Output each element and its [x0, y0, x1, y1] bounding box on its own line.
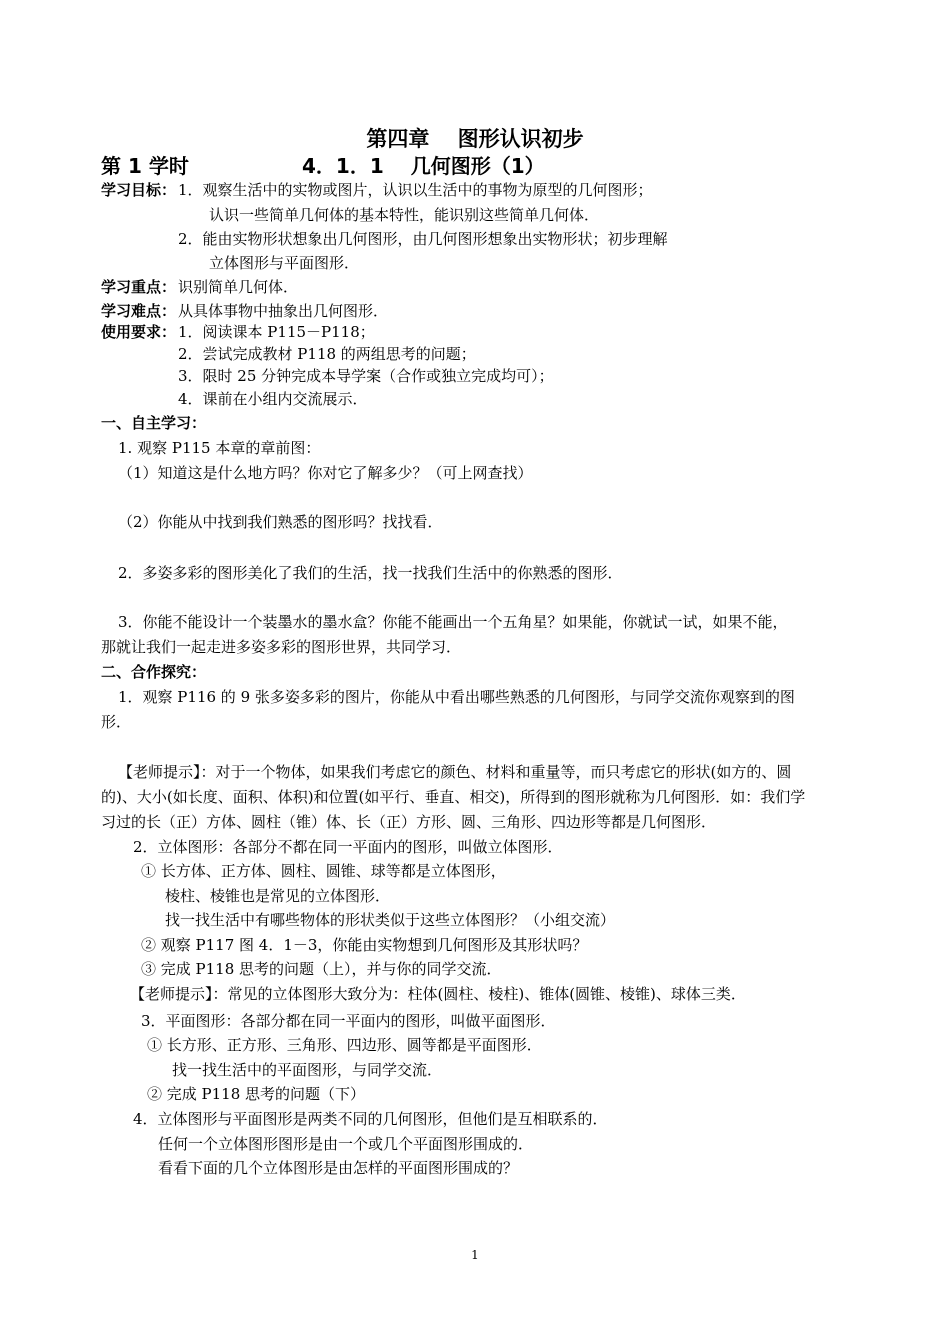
section2-heading: 二、合作探究：	[101, 663, 207, 681]
section2-item: ② 观察 P117 图 4．1－3，你能由实物想到几何图形及其形状吗？	[141, 936, 588, 954]
section2-paragraph: 1．观察 P116 的 9 张多姿多彩的图片，你能从中看出哪些熟悉的几何图形，与同学交流你观察到的图	[118, 688, 795, 706]
section1-question: 1. 观察 P115 本章的章前图：	[118, 439, 321, 457]
teacher-tip: 的)、大小(如长度、面积、体积)和位置(如平行、垂直、相交)，所得到的图形就称为几何图形．如：我们学	[101, 788, 806, 806]
section2-item: 看看下面的几个立体图形是由怎样的平面图形围成的？	[158, 1159, 519, 1177]
chapter-title: 第四章 图形认识初步	[366, 127, 584, 151]
objective-line: 1．观察生活中的实物或图片，认识以生活中的事物为原型的几何图形；	[178, 181, 653, 199]
objective-line: 认识一些简单几何体的基本特性，能识别这些简单几何体．	[209, 206, 600, 224]
teacher-tip: 【老师提示】：对于一个物体，如果我们考虑它的颜色、材料和重量等，而只考虑它的形状(如方的、圆	[118, 763, 792, 781]
section2-paragraph: 形．	[101, 713, 132, 731]
section2-item: ① 长方体、正方体、圆柱、圆锥、球等都是立体图形，	[141, 862, 506, 880]
requirement-line: 4．课前在小组内交流展示．	[178, 390, 368, 408]
section1-question: （2）你能从中找到我们熟悉的图形吗？找找看．	[118, 513, 443, 531]
section1-question: （1）知道这是什么地方吗？你对它了解多少？（可上网查找）	[118, 464, 533, 482]
section2-paragraph: 3．平面图形：各部分都在同一平面内的图形，叫做平面图形．	[141, 1012, 556, 1030]
page-number: 1	[471, 1248, 479, 1262]
lesson-label: 第 1 学时	[101, 154, 189, 178]
difficulty-label: 学习难点：	[101, 302, 177, 320]
section1-heading: 一、自主学习：	[101, 414, 207, 432]
section1-question: 2．多姿多彩的图形美化了我们的生活，找一找我们生活中的你熟悉的图形．	[118, 564, 623, 582]
section1-question: 3．你能不能设计一个装墨水的墨水盒？你能不能画出一个五角星？如果能，你就试一试，如果不能，	[118, 613, 788, 631]
key-point-text: 识别简单几何体．	[178, 278, 299, 296]
difficulty-text: 从具体事物中抽象出几何图形．	[178, 302, 389, 320]
section2-item: 找一找生活中的平面图形，与同学交流．	[172, 1061, 443, 1079]
requirement-line: 3．限时 25 分钟完成本导学案（合作或独立完成均可）；	[178, 367, 554, 385]
section2-item: 找一找生活中有哪些物体的形状类似于这些立体图形？（小组交流）	[165, 911, 616, 929]
section2-paragraph: 2．立体图形：各部分不都在同一平面内的图形，叫做立体图形．	[133, 838, 563, 856]
requirement-line: 2．尝试完成教材 P118 的两组思考的问题；	[178, 345, 476, 363]
section2-paragraph: 4．立体图形与平面图形是两类不同的几何图形，但他们是互相联系的．	[133, 1110, 608, 1128]
teacher-tip: 【老师提示】：常见的立体图形大致分为：柱体(圆柱、棱柱)、锥体(圆锥、棱锥)、球体三类．	[130, 985, 746, 1003]
objective-line: 立体图形与平面图形．	[209, 254, 360, 272]
section2-item: ③ 完成 P118 思考的问题（上），并与你的同学交流．	[141, 960, 502, 978]
section2-item: ① 长方形、正方形、三角形、四边形、圆等都是平面图形．	[147, 1036, 542, 1054]
section1-question: 那就让我们一起走进多姿多彩的图形世界，共同学习．	[101, 638, 462, 656]
teacher-tip: 习过的长（正）方体、圆柱（锥）体、长（正）方形、圆、三角形、四边形等都是几何图形．	[101, 813, 717, 831]
section2-item: ② 完成 P118 思考的问题（下）	[147, 1085, 366, 1103]
lesson-section: 4．1．1 几何图形（1）	[302, 154, 545, 178]
requirements-label: 使用要求：	[101, 323, 177, 341]
section2-item: 棱柱、棱锥也是常见的立体图形．	[165, 887, 391, 905]
section2-item: 任何一个立体图形图形是由一个或几个平面图形围成的．	[158, 1135, 534, 1153]
objective-line: 2．能由实物形状想象出几何图形，由几何图形想象出实物形状；初步理解	[178, 230, 668, 248]
key-point-label: 学习重点：	[101, 278, 177, 296]
requirement-line: 1．阅读课本 P115－P118；	[178, 323, 375, 341]
objectives-label: 学习目标：	[101, 181, 177, 199]
